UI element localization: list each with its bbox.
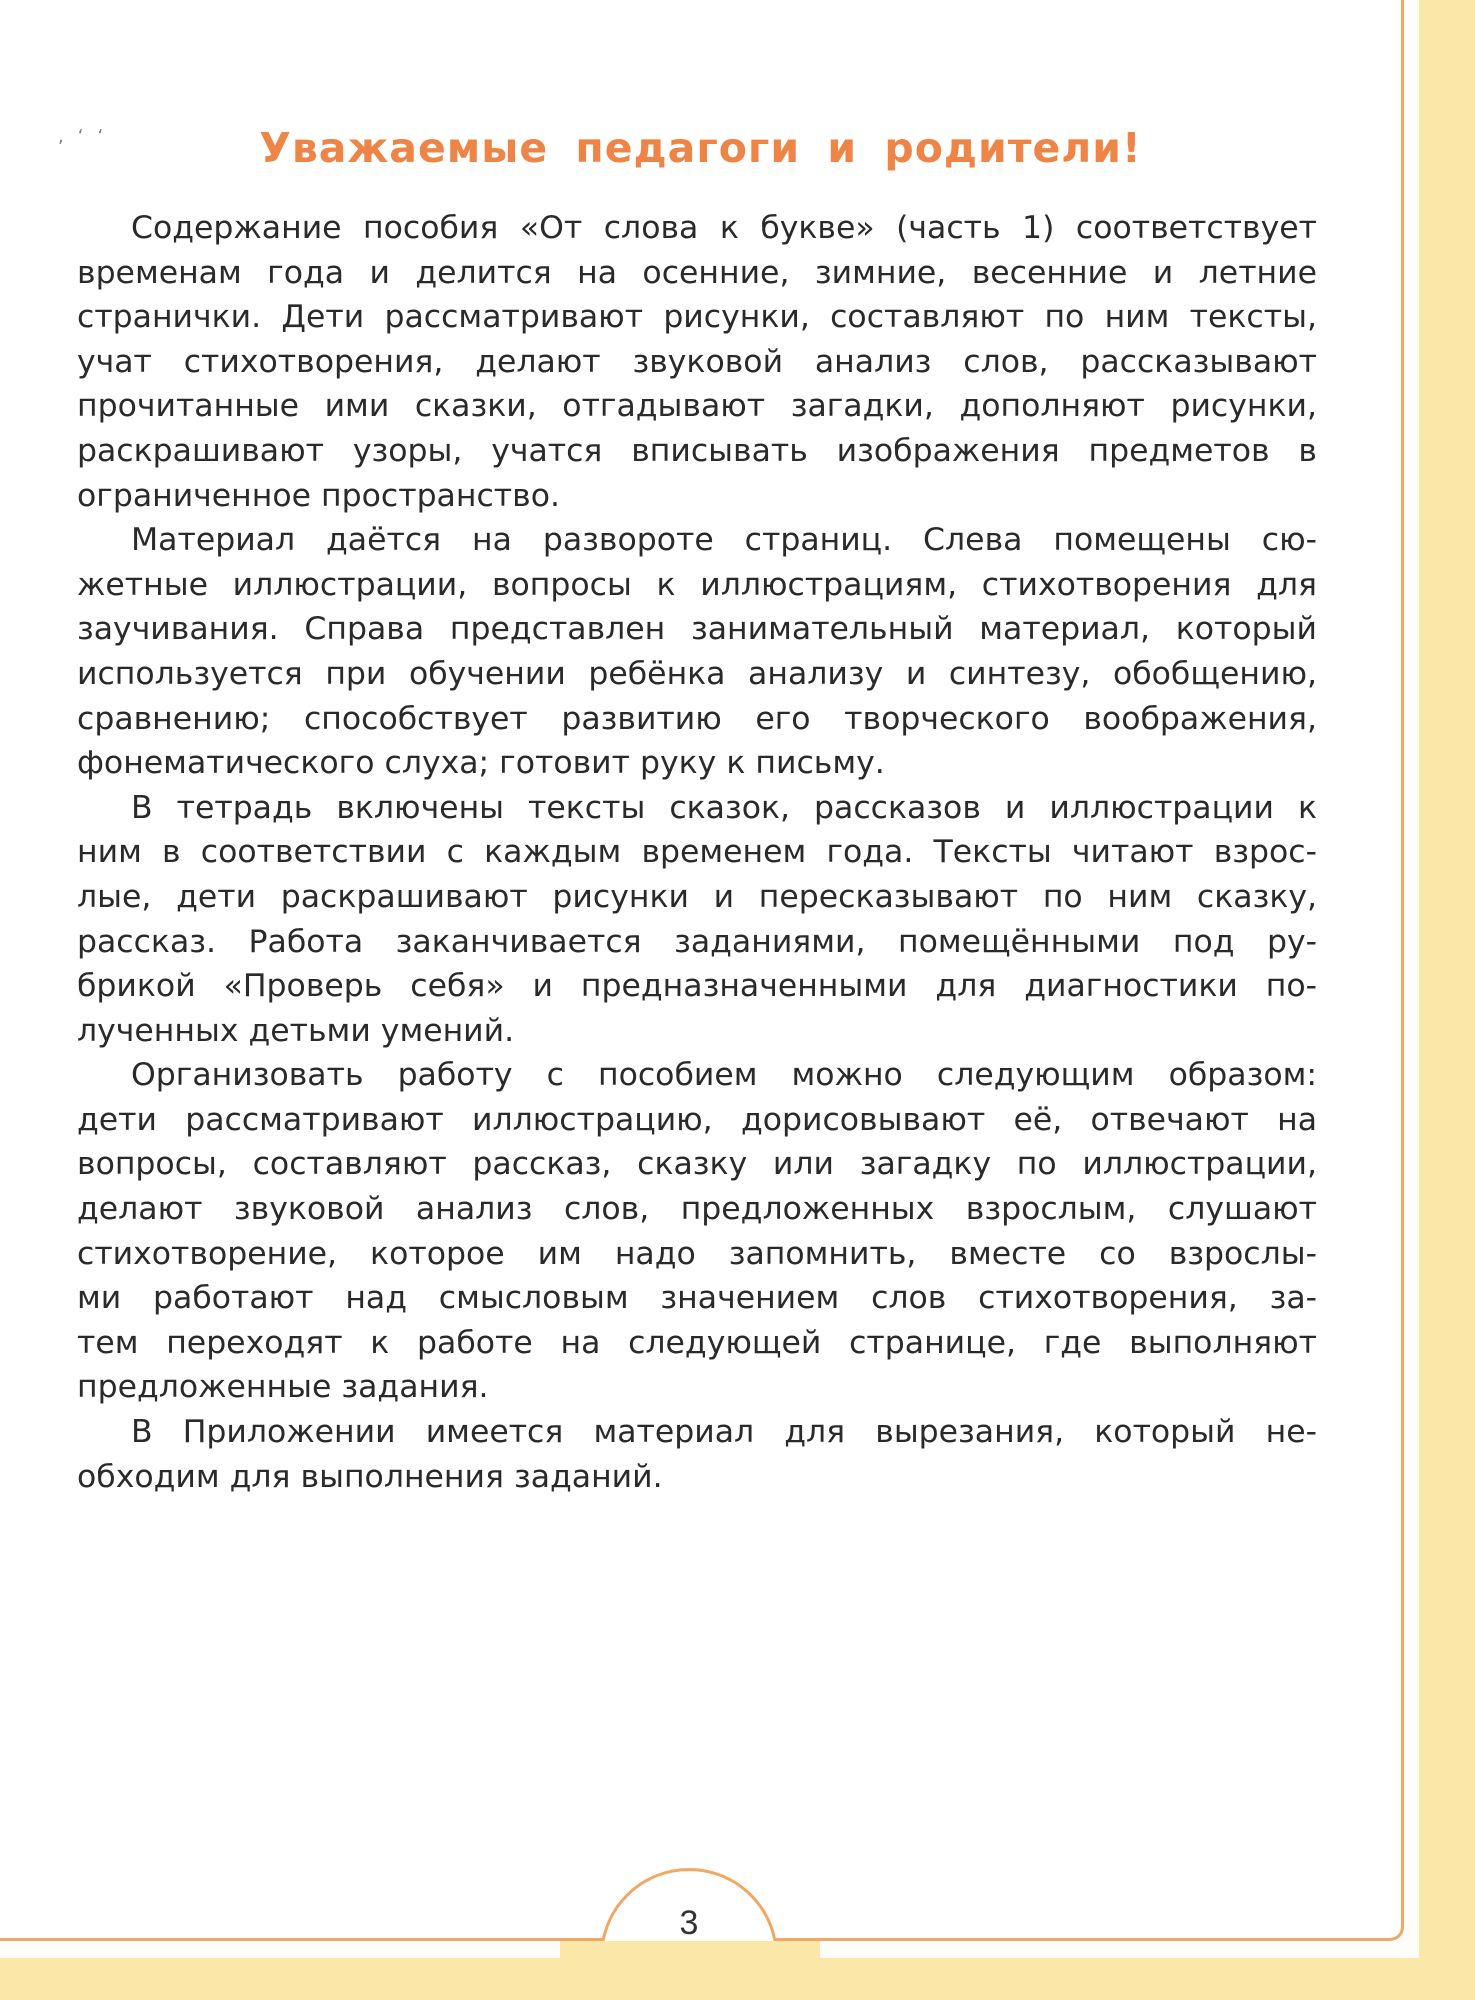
text-line: ним в соответствии с каждым временем года. Тексты читают взрос- [77, 834, 1317, 871]
text-line: брикой «Проверь себя» и предназначенными для диагностики по- [77, 968, 1317, 1005]
page-tab-cover [560, 1941, 820, 2000]
text-line: заучивания. Справа представлен занимательный материал, который [77, 611, 1317, 648]
body-text [77, 206, 1317, 1499]
scan-specks: ,‘‘ [58, 126, 118, 147]
text-line: рассказ. Работа заканчивается заданиями, помещёнными под ру- [77, 923, 1317, 960]
text-line: предложенные задания. [77, 1369, 489, 1406]
text-line: Организовать работу с пособием можно следующим образом: [131, 1057, 1317, 1094]
text-line: тем переходят к работе на следующей странице, где выполняют [77, 1324, 1317, 1361]
text-line: странички. Дети рассматривают рисунки, составляют по ним тексты, [77, 299, 1317, 336]
text-line: прочитанные ими сказки, отгадывают загадки, дополняют рисунки, [77, 388, 1317, 425]
text-line: Материал даётся на развороте страниц. Слева помещены сю- [131, 522, 1317, 559]
text-line: делают звуковой анализ слов, предложенных взрослым, слушают [77, 1191, 1317, 1228]
paragraph [77, 1053, 1317, 1410]
text-line: ми работают над смысловым значением слов стихотворения, за- [77, 1280, 1317, 1317]
text-line: раскрашивают узоры, учатся вписывать изображения предметов в [77, 432, 1317, 469]
text-line: учат стихотворения, делают звуковой анализ слов, рассказывают [77, 343, 1317, 380]
right-color-band [1419, 0, 1475, 2000]
page-number: 3 [679, 1904, 699, 1942]
text-line: жетные иллюстрации, вопросы к иллюстрациям, стихотворения для [77, 566, 1317, 603]
text-line: сравнению; способствует развитию его творческого воображения, [77, 700, 1317, 737]
paragraph [77, 518, 1317, 786]
paragraph [77, 206, 1317, 518]
text-line: В тетрадь включены тексты сказок, рассказов и иллюстрации к [131, 789, 1317, 826]
text-line: стихотворение, которое им надо запомнить, вместе со взрослы- [77, 1235, 1317, 1272]
text-line: обходим для выполнения заданий. [77, 1458, 663, 1495]
text-line: временам года и делится на осенние, зимние, весенние и летние [77, 254, 1317, 291]
text-line: используется при обучении ребёнка анализу и синтезу, обобщению, [77, 655, 1317, 692]
text-line: ограниченное пространство. [77, 477, 560, 514]
text-line: дети рассматривают иллюстрацию, дорисовывают её, отвечают на [77, 1101, 1317, 1138]
paragraph [77, 786, 1317, 1054]
text-line: лые, дети раскрашивают рисунки и пересказывают по ним сказку, [77, 878, 1317, 915]
text-line: Содержание пособия «От слова к букве» (часть 1) соответствует [131, 210, 1317, 246]
text-line: лученных детьми умений. [77, 1012, 515, 1049]
text-line: фонематического слуха; готовит руку к письму. [77, 745, 885, 782]
paragraph [77, 1410, 1317, 1499]
page-title: Уважаемые педагоги и родители! [259, 124, 1142, 172]
text-line: вопросы, составляют рассказ, сказку или загадку по иллюстрации, [77, 1146, 1317, 1183]
text-line: В Приложении имеется материал для вырезания, который не- [131, 1414, 1317, 1451]
